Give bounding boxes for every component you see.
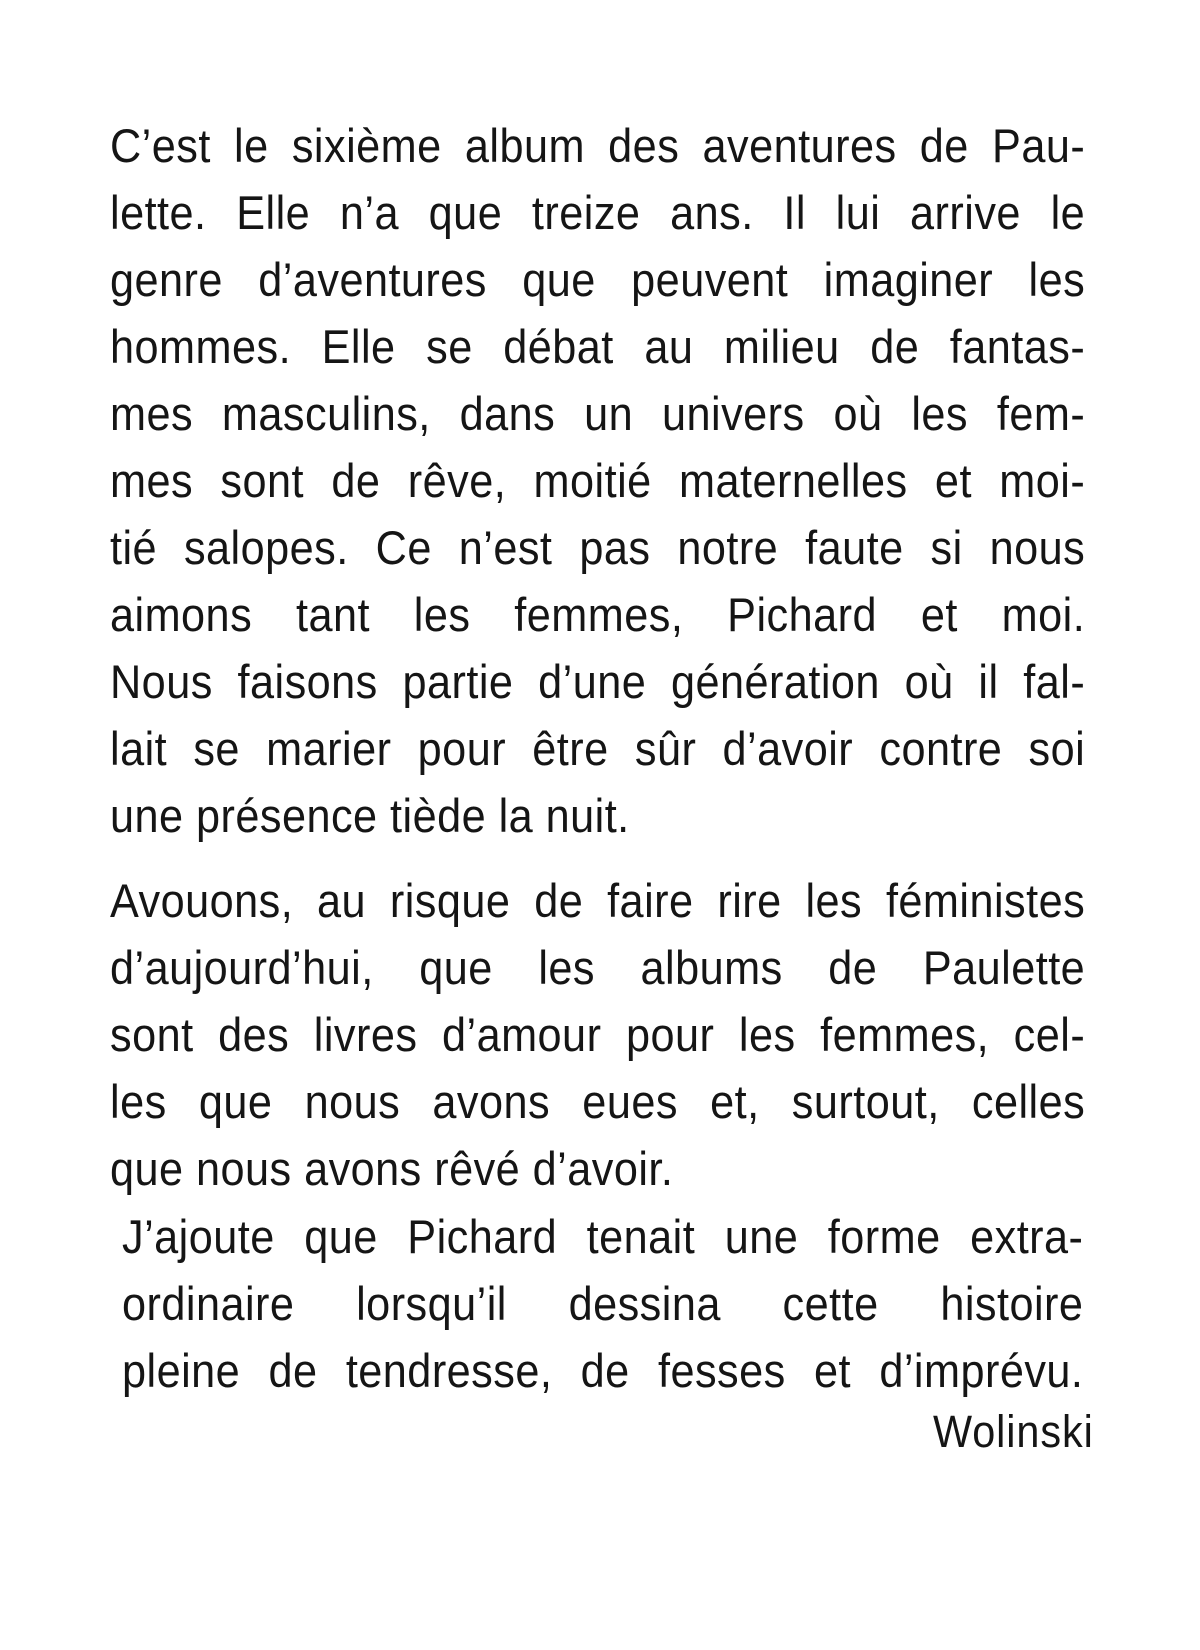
text-line: ordinaire lorsqu’il dessina cette histoire [122,1277,1084,1330]
paragraph-2 [110,867,1085,1202]
text-line: que nous avons rêvé d’avoir. [110,1142,674,1195]
text-line: C’est le sixième album des aventures de Pau- [110,119,1086,172]
text-line: lette. Elle n’a que treize ans. Il lui arrive le [110,186,1086,239]
text-line: tié salopes. Ce n’est pas notre faute si nous [110,521,1086,574]
text-line: lait se marier pour être sûr d’avoir contre soi [110,722,1086,775]
text-line: hommes. Elle se débat au milieu de fantas- [110,320,1086,373]
text-line: Avouons, au risque de faire rire les féministes [110,874,1086,927]
text-line: les que nous avons eues et, surtout, celles [110,1075,1086,1128]
author-signature: Wolinski [933,1406,1094,1457]
text-line: une présence tiède la nuit. [110,789,630,842]
text-line: pleine de tendresse, de fesses et d’imprévu. [122,1344,1084,1397]
text-line: aimons tant les femmes, Pichard et moi. [110,588,1086,641]
paragraph-1 [110,112,1085,849]
text-line: sont des livres d’amour pour les femmes, cel- [110,1008,1086,1061]
text-line: mes sont de rêve, moitié maternelles et moi- [110,454,1086,507]
text-line: d’aujourd’hui, que les albums de Paulette [110,941,1086,994]
text-line: J’ajoute que Pichard tenait une forme extra- [122,1210,1084,1263]
text-line: genre d’aventures que peuvent imaginer les [110,253,1086,306]
paragraph-3 [122,1203,1083,1404]
text-line: mes masculins, dans un univers où les fem- [110,387,1086,440]
text-line: Nous faisons partie d’une génération où il fal- [110,655,1086,708]
